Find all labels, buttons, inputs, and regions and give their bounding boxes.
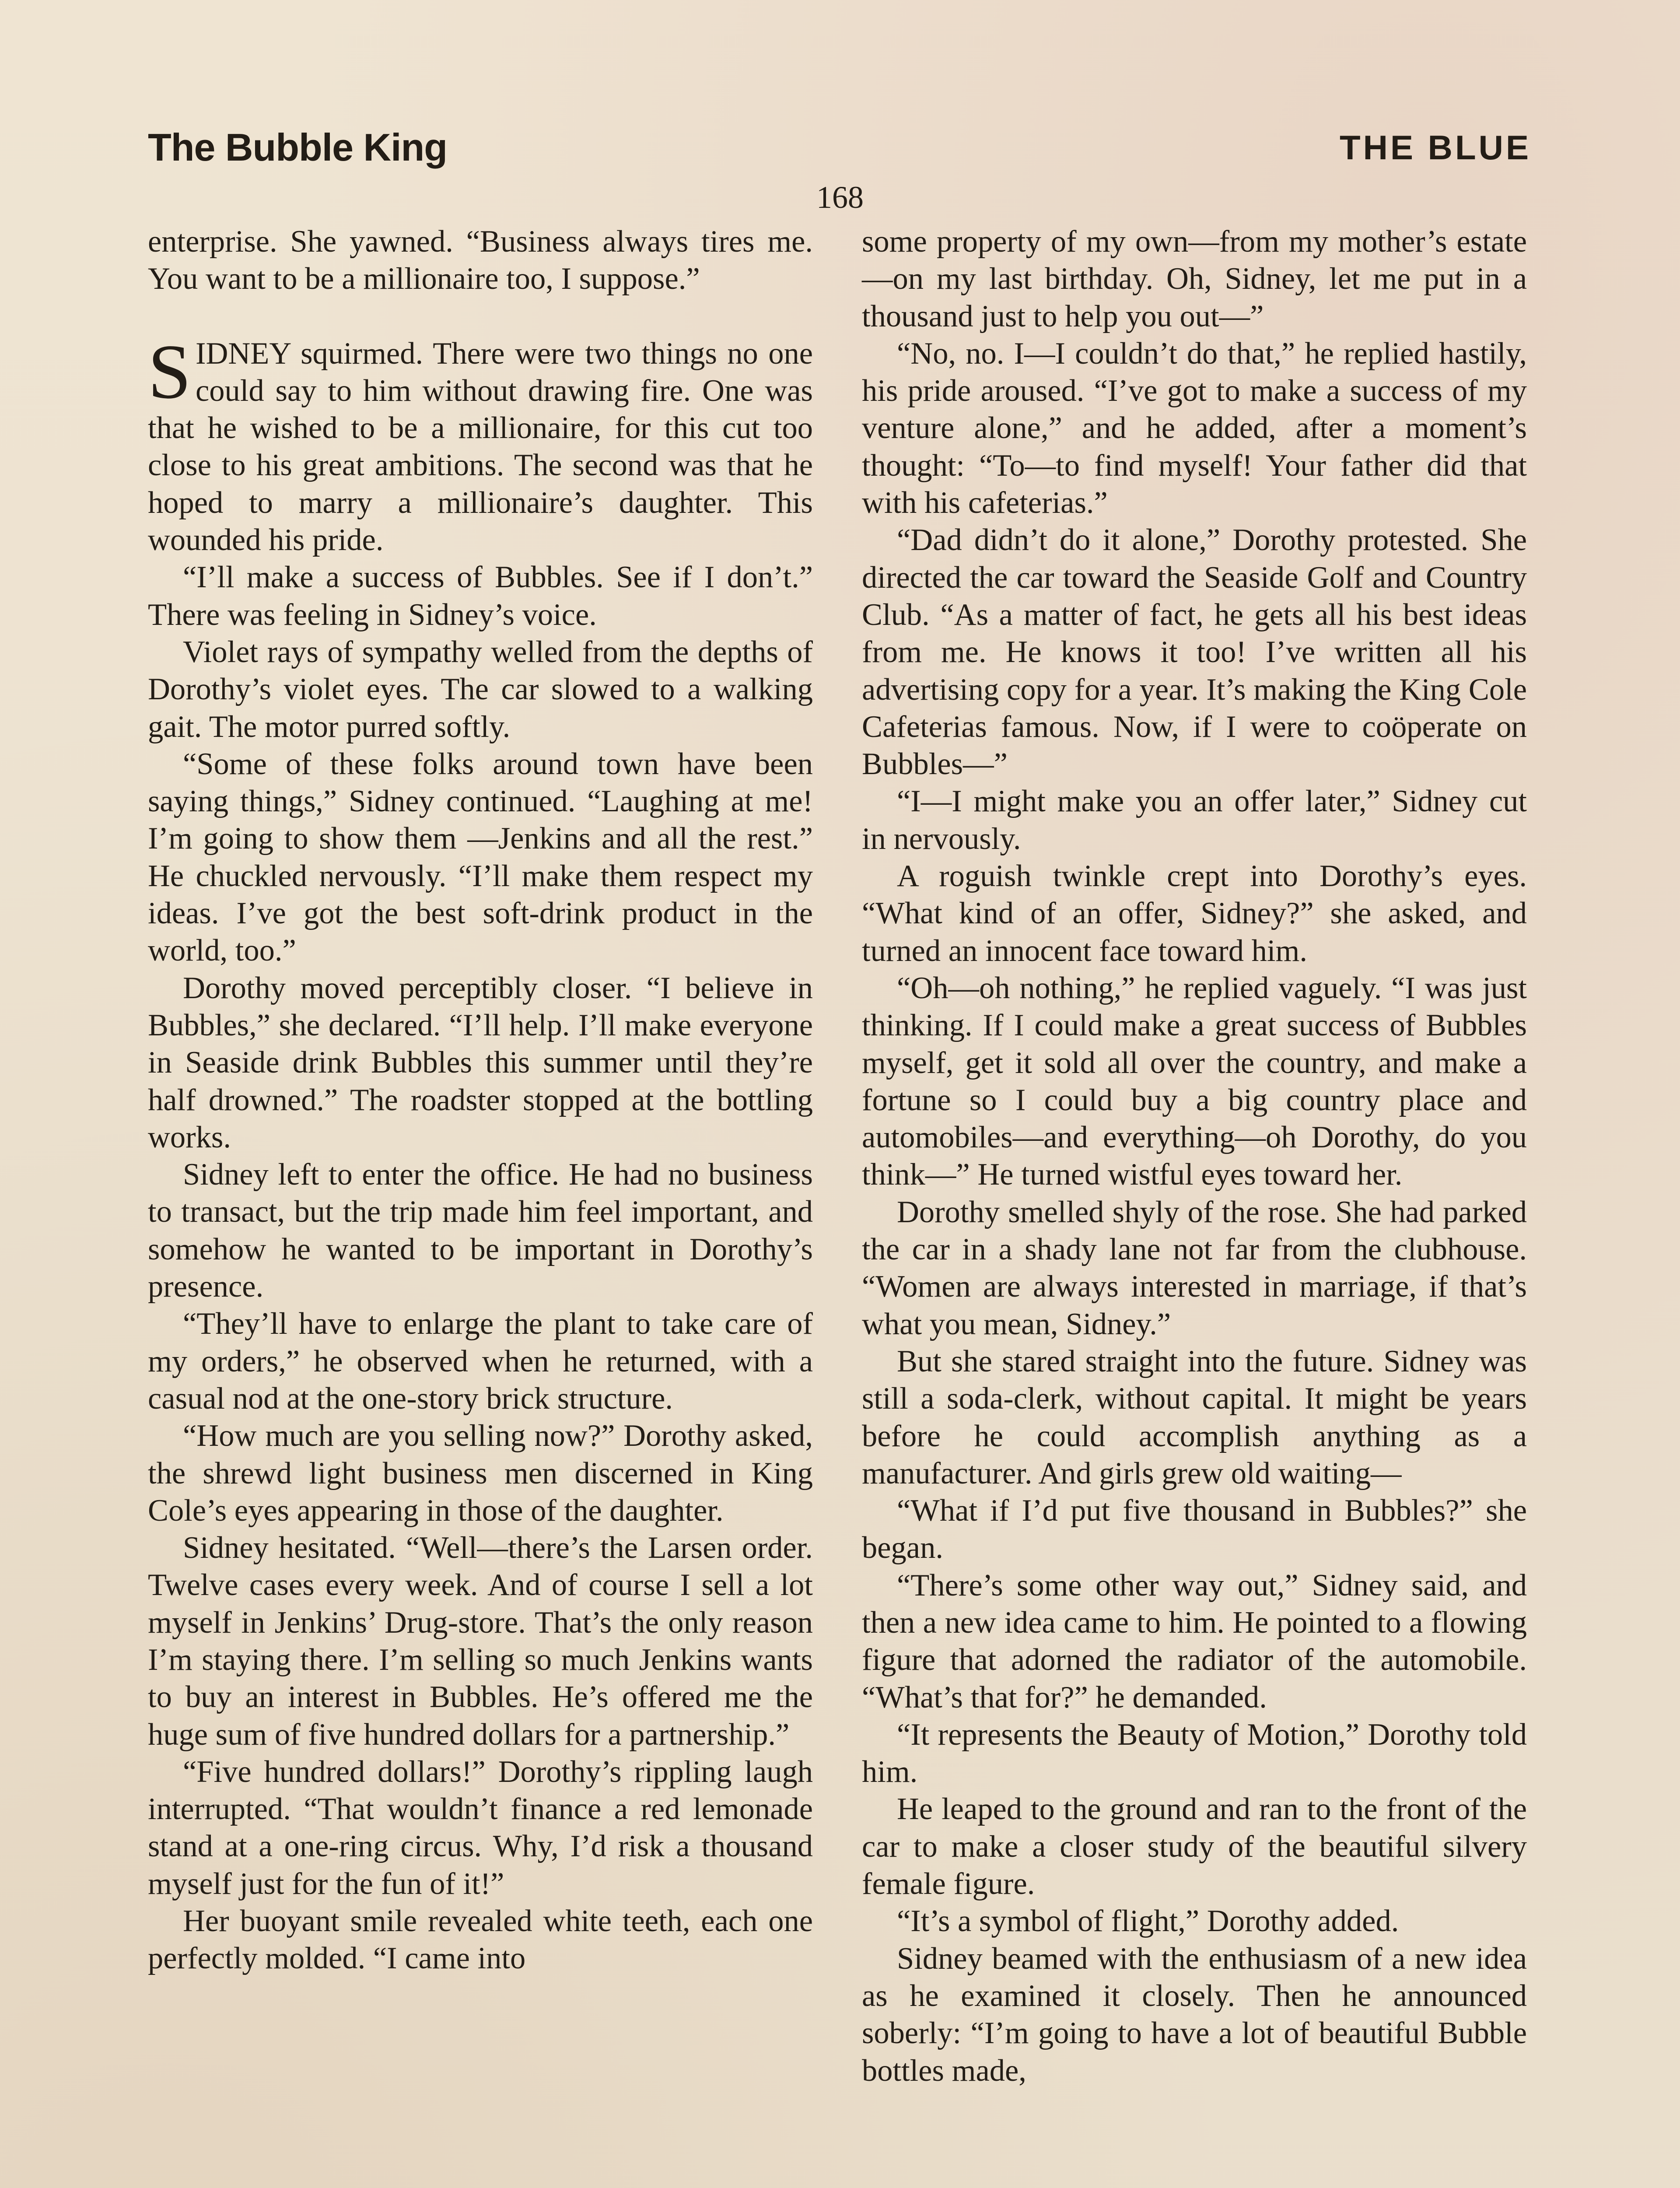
paragraph: “Some of these folks around town have been saying things,” Sidney continued. “Laughing at me! I’m going to show them —Jenkins and all the rest.” He chuckled nervously. “I’ll make them respect my ideas. I’ve got the best soft-drink product in the world, too.” — [148, 747, 813, 968]
paragraph: “How much are you selling now?” Dorothy asked, the shrewd light business men discerned in King Cole’s eyes appearing in those of the daughter. — [148, 1419, 813, 1528]
paragraph: “Five hundred dollars!” Dorothy’s rippling laugh interrupted. “That wouldn’t finance a red lemonade stand at a one-ring circus. Why, I’d risk a thousand myself just for the fun of it!” — [148, 1754, 813, 1901]
paragraph: Sidney beamed with the enthusiasm of a new idea as he examined it closely. Then he announced soberly: “I’m going to have a lot of beautiful Bubble bottles made, — [862, 1941, 1527, 2088]
paragraph: A roguish twinkle crept into Dorothy’s eyes. “What kind of an offer, Sidney?” she asked, and turned an innocent face toward him. — [862, 859, 1527, 968]
paragraph: But she stared straight into the future. Sidney was still a soda-clerk, without capital. It might be years before he could accomplish anything as a manufacturer. And girls grew old waiting— — [862, 1344, 1527, 1490]
paragraph: “What if I’d put five thousand in Bubbles?” she began. — [862, 1494, 1527, 1565]
paragraph: “It’s a symbol of flight,” Dorothy added. — [897, 1904, 1399, 1939]
story-title: The Bubble King — [148, 126, 448, 169]
drop-cap: S — [148, 328, 191, 415]
paragraph: Violet rays of sympathy welled from the depths of Dorothy’s violet eyes. The car slowed to a walking gait. The motor purred softly. — [148, 635, 813, 744]
magazine-title: THE BLUE — [1340, 128, 1531, 167]
paragraph: Sidney hesitated. “Well—there’s the Larsen order. Twelve cases every week. And of course I sell a lot myself in Jenkins’ Drug-store. That’s the only reason I’m staying there. I’m selling so much Jenkins wants to buy an interest in Bubbles. He’s offered me the huge sum of five hundred dollars for a partnership.” — [148, 1531, 813, 1752]
dropcap-paragraph-text: IDNEY squirmed. There were two things no one could say to him without drawing fire. One was that he wished to be a millionaire, for this cut too close to his great ambitions. The second was that he hoped to marry a millionaire’s daughter. This wounded his pride. — [148, 336, 813, 558]
paragraph: Dorothy moved perceptibly closer. “I believe in Bubbles,” she declared. “I’ll help. I’ll make everyone in Seaside drink Bubbles this summer until they’re half drowned.” The roadster stopped at the bottling works. — [148, 971, 813, 1154]
paragraph: “They’ll have to enlarge the plant to take care of my orders,” he observed when he returned, with a casual nod at the one-story brick structure. — [148, 1307, 813, 1416]
paragraph: “There’s some other way out,” Sidney said, and then a new idea came to him. He pointed to a flowing figure that adorned the radiator of the automobile. “What’s that for?” he demanded. — [862, 1568, 1527, 1715]
left-column — [148, 223, 813, 1978]
paragraph: some property of my own—from my mother’s estate—on my last birthday. Oh, Sidney, let me put in a thousand just to help you out—” — [862, 224, 1527, 333]
paragraph: “I—I might make you an offer later,” Sidney cut in nervously. — [862, 784, 1527, 856]
paragraph: “No, no. I—I couldn’t do that,” he replied hastily, his pride aroused. “I’ve got to make a success of my venture alone,” and he added, after a moment’s thought: “To—to find myself! Your father did that with his cafeterias.” — [862, 336, 1527, 520]
paragraph: He leaped to the ground and ran to the front of the car to make a closer study of the beautiful silvery female figure. — [862, 1792, 1527, 1901]
paragraph: Her buoyant smile revealed white teeth, each one perfectly molded. “I came into — [148, 1904, 813, 1976]
dropcap-paragraph — [148, 328, 813, 559]
right-column — [862, 223, 1527, 2090]
paragraph: “I’ll make a success of Bubbles. See if I don’t.” There was feeling in Sidney’s voice. — [148, 560, 813, 632]
paragraph: “Dad didn’t do it alone,” Dorothy protested. She directed the car toward the Seaside Golf and Country Club. “As a matter of fact, he gets all his best ideas from me. He knows it too! I’ve written all his advertising copy for a year. It’s making the King Cole Cafeterias famous. Now, if I were to coöperate on Bubbles—” — [862, 523, 1527, 782]
paragraph: enterprise. She yawned. “Business always tires me. You want to be a millionaire too, I suppose.” — [148, 224, 813, 296]
paragraph: “Oh—oh nothing,” he replied vaguely. “I was just thinking. If I could make a great success of Bubbles myself, get it sold all over the country, and make a fortune so I could buy a big country place and automobiles—and everything—oh Dorothy, do you think—” He turned wistful eyes toward her. — [862, 971, 1527, 1192]
paragraph: “It represents the Beauty of Motion,” Dorothy told him. — [862, 1717, 1527, 1789]
paragraph: Dorothy smelled shyly of the rose. She had parked the car in a shady lane not far from the clubhouse. “Women are always interested in marriage, if that’s what you mean, Sidney.” — [862, 1195, 1527, 1341]
page-number: 168 — [816, 180, 864, 215]
paragraph: Sidney left to enter the office. He had no business to transact, but the trip made him feel important, and somehow he wanted to be important in Dorothy’s presence. — [148, 1157, 813, 1304]
